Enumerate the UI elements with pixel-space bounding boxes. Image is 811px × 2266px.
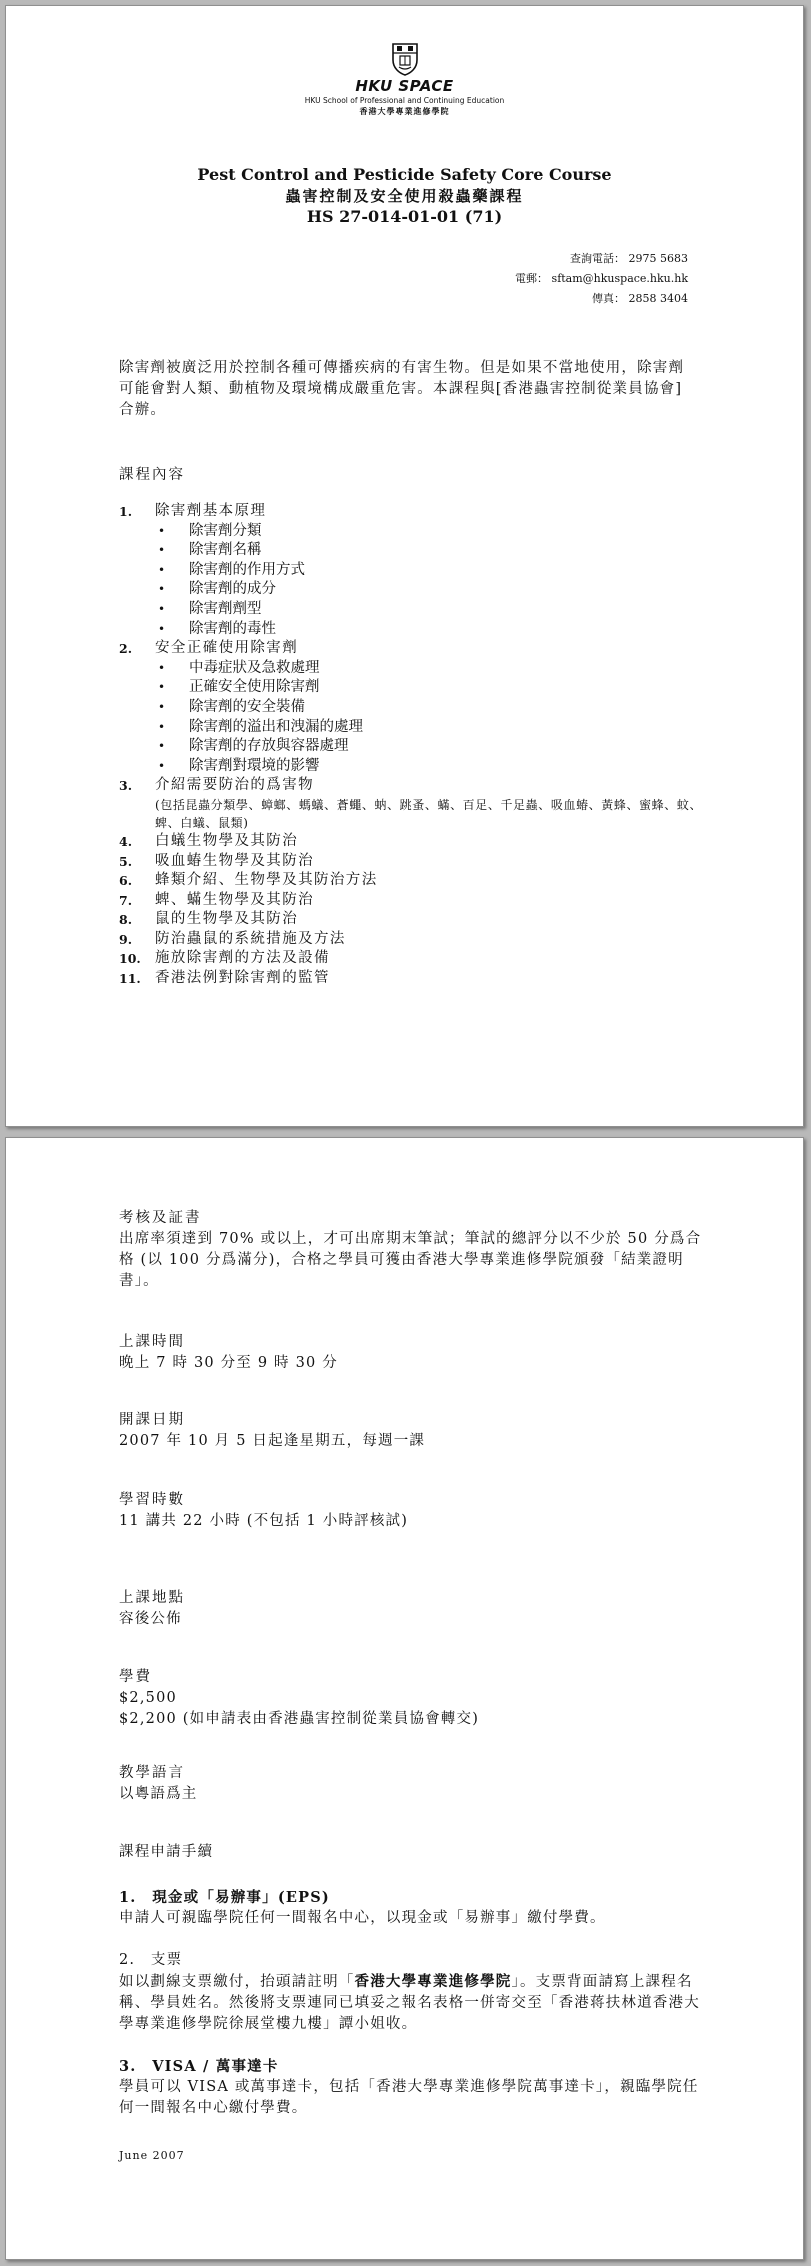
- outline-subitem: • 除害劑分類: [158, 522, 262, 539]
- outline-subitem: • 除害劑的安全裝備: [158, 698, 305, 715]
- duration-heading: 學習時數: [119, 1492, 185, 1508]
- duration-body: 11 講共 22 小時 (不包括 1 小時評核試): [119, 1513, 409, 1529]
- document-date: June 2007: [119, 2149, 185, 2162]
- payment-method-body: 如以劃線支票繳付，抬頭請註明「香港大學專業進修學院」。支票背面請寫上課程名稱、學員姓名。然後將支票連同已填妥之報名表格一併寄交至「香港蒋扶林道香港大學專業進修學院徐展堂樓九樓」譚小姐收。: [119, 1973, 700, 2032]
- venue-heading: 上課地點: [119, 1590, 185, 1606]
- outline-subitem: • 除害劑的作用方式: [158, 561, 305, 578]
- document-page-1: [5, 5, 804, 1127]
- outline-subitem: • 除害劑的成分: [158, 581, 276, 598]
- enquiry-phone: 查詢電話： 2975 5683: [570, 252, 688, 265]
- outline-item: 8. 鼠的生物學及其防治: [119, 911, 299, 928]
- course-code: HS 27-014-01-01 (71): [306, 207, 503, 226]
- fee-heading: 學費: [119, 1669, 152, 1685]
- duration-section: [119, 1490, 709, 1532]
- course-title-en: Pest Control and Pesticide Safety Core Course: [197, 165, 612, 184]
- outline-subitem: • 除害劑的毒性: [158, 620, 276, 637]
- language-body: 以粵語爲主: [119, 1786, 198, 1802]
- payment-method-3: [119, 2056, 709, 2119]
- outline-subitem: • 中毒症狀及急救處理: [158, 659, 320, 676]
- payment-method-2: [119, 1950, 709, 2035]
- contact-fax: 傳真： 2858 3404: [592, 292, 688, 305]
- payment-method-body: 申請人可親臨學院任何一間報名中心，以現金或「易辦事」繳付學費。: [119, 1910, 606, 1926]
- logo-subtitle-zh: 香港大學專業進修學院: [359, 107, 450, 116]
- payment-method-1: [119, 1887, 709, 1929]
- assessment-heading: 考核及証書: [119, 1210, 202, 1226]
- venue-section: [119, 1588, 709, 1630]
- outline-note: (包括昆蟲分類學、蟑螂、螞蟻、蒼蠅、蚋、跳蚤、蟎、百足、千足蟲、吸血蝽、黃蜂、蜜蜂、蚊、蜱、白蟻、鼠類): [155, 797, 703, 830]
- outline-item: 7. 蜱、蟎生物學及其防治: [119, 891, 314, 908]
- outline-subitem: • 正確安全使用除害劑: [158, 679, 320, 696]
- class-time-body: 晚上 7 時 30 分至 9 時 30 分: [119, 1355, 338, 1371]
- outline-subitem: • 除害劑劑型: [158, 600, 262, 617]
- university-crest-icon: [390, 42, 420, 76]
- document-page-2: [5, 1137, 804, 2260]
- course-title-zh: 蟲害控制及安全使用殺蟲藥課程: [285, 187, 524, 205]
- payment-method-body: 學員可以 VISA 或萬事達卡，包括「香港大學專業進修學院萬事達卡」，親臨學院任何一間報名中心繳付學費。: [119, 2079, 699, 2116]
- outline-item: 5. 吸血蝽生物學及其防治: [119, 852, 314, 869]
- payment-method-title: 2. 支票: [119, 1952, 183, 1968]
- outline-item: 9. 防治蟲鼠的系統措施及方法: [119, 930, 346, 947]
- start-date-section: [119, 1410, 709, 1452]
- application-heading: 課程申請手續: [119, 1844, 214, 1860]
- venue-body: 容後公佈: [119, 1611, 182, 1627]
- outline-item: 3. 介紹需要防治的爲害物: [119, 777, 314, 794]
- assessment-body: 出席率須達到 70% 或以上，才可出席期末筆試；筆試的總評分以不少於 50 分爲合格 (以 100 分爲滿分)，合格之學員可獲由香港大學專業進修學院頒發「結業證明書」。: [119, 1231, 702, 1289]
- course-outline: [119, 502, 719, 989]
- logo-subtitle-en: HKU School of Professional and Continuing Education: [304, 96, 505, 105]
- logo-wordmark: HKU SPACE: [355, 77, 454, 95]
- class-time-heading: 上課時間: [119, 1334, 185, 1350]
- payment-method-title: 1. 現金或「易辦事」(EPS): [119, 1889, 330, 1906]
- payment-method-title: 3. VISA / 萬事達卡: [119, 2058, 279, 2075]
- language-heading: 教學語言: [119, 1765, 185, 1781]
- fee-line-2: $2,200 (如申請表由香港蟲害控制從業員協會轉交): [119, 1711, 480, 1727]
- outline-heading: 課程內容: [119, 467, 185, 483]
- outline-item: 1. 除害劑基本原理: [119, 503, 267, 519]
- outline-subitem: • 除害劑對環境的影響: [158, 757, 320, 774]
- outline-item: 11. 香港法例對除害劑的監管: [119, 970, 330, 987]
- start-date-heading: 開課日期: [119, 1412, 185, 1428]
- outline-subitem: • 除害劑的溢出和洩漏的處理: [158, 718, 363, 735]
- outline-item: 6. 蜂類介紹、生物學及其防治方法: [119, 872, 378, 889]
- fee-line-1: $2,500: [119, 1690, 177, 1706]
- course-intro: 除害劑被廣泛用於控制各種可傳播疾病的有害生物。但是如果不當地使用，除害劑可能會對人類、動植物及環境構成嚴重危害。本課程與[香港蟲害控制從業員協會]合辦。: [119, 360, 685, 418]
- fee-section: [119, 1667, 709, 1730]
- start-date-body: 2007 年 10 月 5 日起逢星期五，每週一課: [119, 1433, 426, 1449]
- outline-subitem: • 除害劑名稱: [158, 542, 262, 559]
- contact-email: 電郵： sftam@hkuspace.hku.hk: [515, 272, 688, 285]
- outline-item: 2. 安全正確使用除害劑: [119, 640, 299, 657]
- outline-item: 10. 施放除害劑的方法及設備: [119, 950, 330, 967]
- hku-space-logo: [6, 42, 803, 117]
- course-title-block: [6, 164, 803, 228]
- contact-info: [515, 249, 688, 309]
- outline-subitem: • 除害劑的存放與容器處理: [158, 738, 349, 755]
- outline-item: 4. 白蟻生物學及其防治: [119, 832, 299, 849]
- language-section: [119, 1763, 709, 1805]
- assessment-section: [119, 1208, 709, 1292]
- class-time-section: [119, 1332, 709, 1374]
